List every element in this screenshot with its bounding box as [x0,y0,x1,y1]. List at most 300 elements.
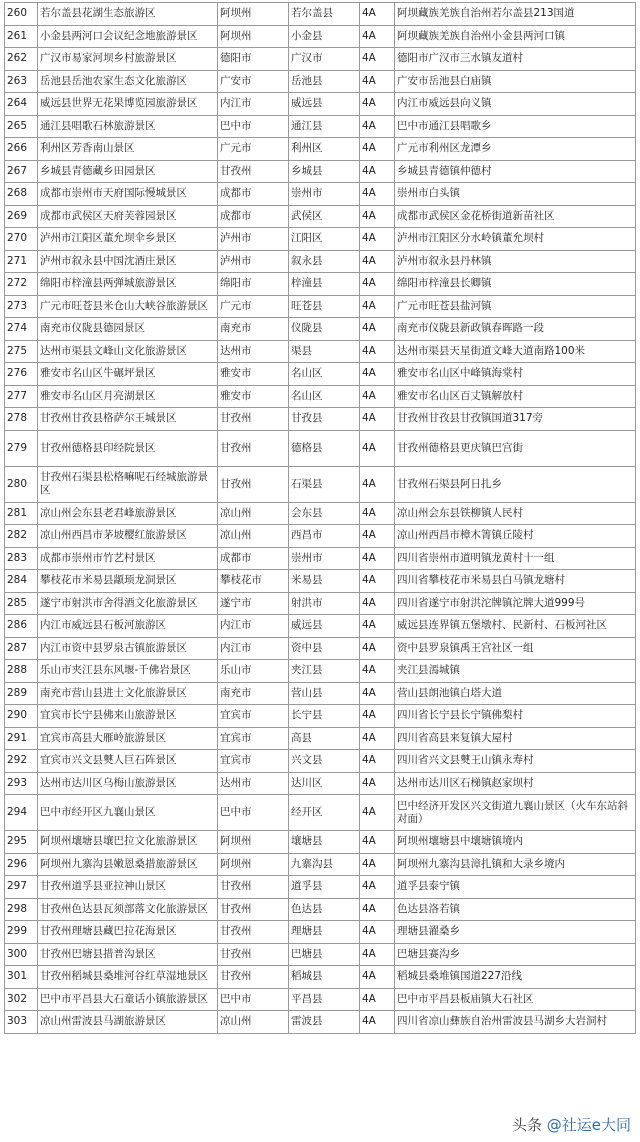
row-number-cell: 300 [5,943,38,966]
row-number-cell: 299 [5,921,38,944]
city-cell: 广安市 [218,70,289,93]
scenic-area-name-cell: 岳池县岳池农家生态文化旅游区 [38,70,218,93]
rating-cell: 4A [360,408,395,431]
address-cell: 甘孜州甘孜县甘孜镇国道317旁 [395,408,636,431]
city-cell: 宜宾市 [218,705,289,728]
city-cell: 凉山州 [218,1011,289,1034]
rating-cell: 4A [360,138,395,161]
scenic-area-name-cell: 南充市营山县进士文化旅游景区 [38,682,218,705]
address-cell: 夹江县漹城镇 [395,660,636,683]
rating-cell: 4A [360,876,395,899]
row-number-cell: 270 [5,228,38,251]
rating-cell: 4A [360,228,395,251]
address-cell: 甘孜州石渠县阿日扎乡 [395,466,636,502]
county-cell: 兴文县 [289,750,360,773]
scenic-area-name-cell: 小金县两河口会议纪念地旅游景区 [38,25,218,48]
table-row [5,273,636,296]
table-row [5,795,636,831]
city-cell: 巴中市 [218,115,289,138]
rating-cell: 4A [360,943,395,966]
county-cell: 威远县 [289,615,360,638]
county-cell: 巴塘县 [289,943,360,966]
rating-cell: 4A [360,93,395,116]
scenic-area-name-cell: 宜宾市长宁县佛来山旅游景区 [38,705,218,728]
table-row [5,430,636,466]
county-cell: 营山县 [289,682,360,705]
county-cell: 射洪市 [289,592,360,615]
rating-cell: 4A [360,637,395,660]
scenic-area-name-cell: 泸州市叙永县中国沈酒庄景区 [38,250,218,273]
row-number-cell: 271 [5,250,38,273]
rating-cell: 4A [360,525,395,548]
city-cell: 阿坝州 [218,831,289,854]
rating-cell: 4A [360,750,395,773]
table-row [5,295,636,318]
address-cell: 稻城县桑堆镇国道227沿线 [395,966,636,989]
rating-cell: 4A [360,363,395,386]
county-cell: 西昌市 [289,525,360,548]
scenic-area-name-cell: 甘孜州道孚县亚拉神山景区 [38,876,218,899]
county-cell: 雷波县 [289,1011,360,1034]
city-cell: 凉山州 [218,502,289,525]
county-cell: 资中县 [289,637,360,660]
city-cell: 甘孜州 [218,921,289,944]
rating-cell: 4A [360,340,395,363]
city-cell: 雅安市 [218,363,289,386]
address-cell: 泸州市叙永县丹林镇 [395,250,636,273]
table-row [5,502,636,525]
address-cell: 理塘县濯桑乡 [395,921,636,944]
row-number-cell: 303 [5,1011,38,1034]
table-row [5,115,636,138]
row-number-cell: 273 [5,295,38,318]
address-cell: 道孚县泰宁镇 [395,876,636,899]
table-row [5,228,636,251]
table-row [5,138,636,161]
scenic-area-name-cell: 甘孜州稻城县桑堆河谷红草湿地景区 [38,966,218,989]
rating-cell: 4A [360,727,395,750]
address-cell: 崇州市白头镇 [395,183,636,206]
city-cell: 凉山州 [218,525,289,548]
row-number-cell: 275 [5,340,38,363]
table-row [5,570,636,593]
county-cell: 理塘县 [289,921,360,944]
scenic-area-name-cell: 甘孜州石渠县松格嘛呢石经城旅游景区 [38,466,218,502]
address-cell: 四川省崇州市道明镇龙黄村十一组 [395,547,636,570]
table-row [5,70,636,93]
city-cell: 成都市 [218,183,289,206]
rating-cell: 4A [360,966,395,989]
address-cell: 阿坝藏族羌族自治州若尔盖县213国道 [395,3,636,26]
city-cell: 泸州市 [218,250,289,273]
address-cell: 四川省高县来复镇大屋村 [395,727,636,750]
scenic-area-name-cell: 利州区芳香南山景区 [38,138,218,161]
address-cell: 四川省兴文县僰王山镇永寿村 [395,750,636,773]
row-number-cell: 288 [5,660,38,683]
table-row [5,750,636,773]
scenic-area-name-cell: 巴中市平昌县大石童话小镇旅游景区 [38,988,218,1011]
city-cell: 成都市 [218,205,289,228]
address-cell: 广元市旺苍县盐河镇 [395,295,636,318]
scenic-area-name-cell: 雅安市名山区月亮湖景区 [38,385,218,408]
table-row [5,466,636,502]
row-number-cell: 278 [5,408,38,431]
row-number-cell: 260 [5,3,38,26]
row-number-cell: 293 [5,772,38,795]
county-cell: 平昌县 [289,988,360,1011]
county-cell: 叙永县 [289,250,360,273]
address-cell: 四川省凉山彝族自治州雷波县马湖乡大岩洞村 [395,1011,636,1034]
address-cell: 绵阳市梓潼县长卿镇 [395,273,636,296]
row-number-cell: 277 [5,385,38,408]
county-cell: 名山区 [289,385,360,408]
rating-cell: 4A [360,430,395,466]
county-cell: 高县 [289,727,360,750]
rating-cell: 4A [360,25,395,48]
row-number-cell: 297 [5,876,38,899]
scenic-area-name-cell: 遂宁市射洪市舍得酒文化旅游景区 [38,592,218,615]
scenic-area-name-cell: 广汉市易家河坝乡村旅游景区 [38,48,218,71]
city-cell: 内江市 [218,93,289,116]
county-cell: 壤塘县 [289,831,360,854]
rating-cell: 4A [360,183,395,206]
county-cell: 广汉市 [289,48,360,71]
row-number-cell: 292 [5,750,38,773]
city-cell: 遂宁市 [218,592,289,615]
table-row [5,25,636,48]
table-row [5,205,636,228]
table-row [5,250,636,273]
rating-cell: 4A [360,273,395,296]
row-number-cell: 283 [5,547,38,570]
city-cell: 甘孜州 [218,966,289,989]
scenic-area-table [4,2,636,1034]
rating-cell: 4A [360,831,395,854]
city-cell: 甘孜州 [218,876,289,899]
table-row [5,1011,636,1034]
row-number-cell: 269 [5,205,38,228]
scenic-area-name-cell: 乡城县青德藏乡田园景区 [38,160,218,183]
city-cell: 甘孜州 [218,943,289,966]
city-cell: 甘孜州 [218,160,289,183]
city-cell: 广元市 [218,138,289,161]
county-cell: 德格县 [289,430,360,466]
county-cell: 九寨沟县 [289,853,360,876]
row-number-cell: 276 [5,363,38,386]
scenic-area-name-cell: 甘孜州理塘县藏巴拉花海景区 [38,921,218,944]
table-row [5,943,636,966]
county-cell: 甘孜县 [289,408,360,431]
row-number-cell: 265 [5,115,38,138]
rating-cell: 4A [360,615,395,638]
city-cell: 阿坝州 [218,853,289,876]
address-cell: 广元市利州区龙潭乡 [395,138,636,161]
row-number-cell: 289 [5,682,38,705]
county-cell: 色达县 [289,898,360,921]
scenic-area-name-cell: 内江市资中县罗泉古镇旅游景区 [38,637,218,660]
table-row [5,340,636,363]
city-cell: 巴中市 [218,795,289,831]
city-cell: 成都市 [218,547,289,570]
city-cell: 乐山市 [218,660,289,683]
row-number-cell: 272 [5,273,38,296]
table-row [5,615,636,638]
row-number-cell: 284 [5,570,38,593]
county-cell: 威远县 [289,93,360,116]
row-number-cell: 280 [5,466,38,502]
row-number-cell: 302 [5,988,38,1011]
county-cell: 经开区 [289,795,360,831]
scenic-area-name-cell: 宜宾市高县大雁岭旅游景区 [38,727,218,750]
rating-cell: 4A [360,115,395,138]
table-row [5,660,636,683]
scenic-area-name-cell: 绵阳市梓潼县两弹城旅游景区 [38,273,218,296]
address-cell: 凉山州西昌市樟木箐镇丘陵村 [395,525,636,548]
row-number-cell: 274 [5,318,38,341]
row-number-cell: 287 [5,637,38,660]
city-cell: 攀枝花市 [218,570,289,593]
rating-cell: 4A [360,988,395,1011]
city-cell: 广元市 [218,295,289,318]
address-cell: 达州市渠县天星街道文峰大道南路100米 [395,340,636,363]
address-cell: 巴塘县赛沟乡 [395,943,636,966]
row-number-cell: 261 [5,25,38,48]
rating-cell: 4A [360,660,395,683]
row-number-cell: 285 [5,592,38,615]
county-cell: 若尔盖县 [289,3,360,26]
county-cell: 小金县 [289,25,360,48]
rating-cell: 4A [360,853,395,876]
table-row [5,727,636,750]
address-cell: 雅安市名山区百丈镇解放村 [395,385,636,408]
county-cell: 渠县 [289,340,360,363]
row-number-cell: 281 [5,502,38,525]
city-cell: 德阳市 [218,48,289,71]
row-number-cell: 301 [5,966,38,989]
city-cell: 甘孜州 [218,430,289,466]
table-row [5,705,636,728]
scenic-area-name-cell: 成都市崇州市天府国际慢城景区 [38,183,218,206]
city-cell: 内江市 [218,615,289,638]
scenic-area-name-cell: 达州市渠县文峰山文化旅游景区 [38,340,218,363]
row-number-cell: 291 [5,727,38,750]
city-cell: 泸州市 [218,228,289,251]
table-row [5,898,636,921]
table-row [5,48,636,71]
watermark-source: 头条 [511,1116,542,1134]
address-cell: 巴中市通江县唱歌乡 [395,115,636,138]
table-row [5,318,636,341]
city-cell: 内江市 [218,637,289,660]
city-cell: 宜宾市 [218,750,289,773]
address-cell: 营山县朗池镇白塔大道 [395,682,636,705]
table-row [5,988,636,1011]
table-row [5,966,636,989]
rating-cell: 4A [360,772,395,795]
address-cell: 威远县连界镇五堡墩村、民新村、石板河社区 [395,615,636,638]
county-cell: 武侯区 [289,205,360,228]
scenic-area-name-cell: 甘孜州巴塘县措普沟景区 [38,943,218,966]
scenic-area-name-cell: 威远县世界无花果博览园旅游景区 [38,93,218,116]
address-cell: 广安市岳池县白庙镇 [395,70,636,93]
rating-cell: 4A [360,547,395,570]
scenic-area-name-cell: 若尔盖县花湖生态旅游区 [38,3,218,26]
table-row [5,160,636,183]
address-cell: 阿坝藏族羌族自治州小金县两河口镇 [395,25,636,48]
row-number-cell: 279 [5,430,38,466]
rating-cell: 4A [360,1011,395,1034]
address-cell: 达州市达川区石梯镇赵家坝村 [395,772,636,795]
address-cell: 内江市威远县向义镇 [395,93,636,116]
rating-cell: 4A [360,250,395,273]
county-cell: 旺苍县 [289,295,360,318]
table-row [5,363,636,386]
scenic-area-name-cell: 成都市武侯区天府芙蓉园景区 [38,205,218,228]
row-number-cell: 290 [5,705,38,728]
city-cell: 宜宾市 [218,727,289,750]
scenic-area-name-cell: 南充市仪陇县德园景区 [38,318,218,341]
table-row [5,525,636,548]
table-row [5,385,636,408]
address-cell: 四川省遂宁市射洪沱牌镇沱牌大道999号 [395,592,636,615]
rating-cell: 4A [360,318,395,341]
city-cell: 阿坝州 [218,3,289,26]
rating-cell: 4A [360,570,395,593]
table-row [5,637,636,660]
table-row [5,921,636,944]
row-number-cell: 262 [5,48,38,71]
address-cell: 阿坝州壤塘县中壤塘镇境内 [395,831,636,854]
table-row [5,93,636,116]
county-cell: 达川区 [289,772,360,795]
city-cell: 阿坝州 [218,25,289,48]
address-cell: 泸州市江阳区分水岭镇董允坝村 [395,228,636,251]
scenic-area-name-cell: 阿坝州壤塘县壤巴拉文化旅游景区 [38,831,218,854]
scenic-area-name-cell: 阿坝州九寨沟县嫩恩桑措旅游景区 [38,853,218,876]
county-cell: 长宁县 [289,705,360,728]
row-number-cell: 294 [5,795,38,831]
county-cell: 稻城县 [289,966,360,989]
address-cell: 甘孜州德格县更庆镇巴宫街 [395,430,636,466]
county-cell: 石渠县 [289,466,360,502]
scenic-area-name-cell: 达州市达川区乌梅山旅游景区 [38,772,218,795]
rating-cell: 4A [360,295,395,318]
scenic-area-name-cell: 宜宾市兴文县僰人巨石阵景区 [38,750,218,773]
row-number-cell: 267 [5,160,38,183]
scenic-area-name-cell: 凉山州西昌市茅坡樱红旅游景区 [38,525,218,548]
scenic-area-name-cell: 泸州市江阳区董允坝伞乡景区 [38,228,218,251]
table-row [5,547,636,570]
row-number-cell: 296 [5,853,38,876]
scenic-area-name-cell: 广元市旺苍县米仓山大峡谷旅游景区 [38,295,218,318]
city-cell: 南充市 [218,318,289,341]
county-cell: 会东县 [289,502,360,525]
city-cell: 甘孜州 [218,898,289,921]
address-cell: 成都市武侯区金花桥街道新苗社区 [395,205,636,228]
address-cell: 南充市仪陇县新政镇春晖路一段 [395,318,636,341]
scenic-area-name-cell: 甘孜州甘孜县格萨尔王城景区 [38,408,218,431]
scenic-area-name-cell: 凉山州会东县老君峰旅游景区 [38,502,218,525]
rating-cell: 4A [360,3,395,26]
scenic-area-name-cell: 凉山州雷波县马湖旅游景区 [38,1011,218,1034]
table-body [5,3,636,1034]
county-cell: 名山区 [289,363,360,386]
rating-cell: 4A [360,898,395,921]
address-cell: 德阳市广汉市三水镇友道村 [395,48,636,71]
address-cell: 凉山州会东县铁柳镇人民村 [395,502,636,525]
rating-cell: 4A [360,592,395,615]
table-row [5,3,636,26]
county-cell: 江阳区 [289,228,360,251]
address-cell: 巴中经济开发区兴文街道九襄山景区（火车东站斜对面） [395,795,636,831]
watermark [509,1113,634,1136]
county-cell: 仪陇县 [289,318,360,341]
scenic-area-name-cell: 攀枝花市米易县颛顼龙洞景区 [38,570,218,593]
county-cell: 米易县 [289,570,360,593]
row-number-cell: 263 [5,70,38,93]
table-row [5,831,636,854]
scenic-area-name-cell: 通江县唱歌石林旅游景区 [38,115,218,138]
county-cell: 利州区 [289,138,360,161]
rating-cell: 4A [360,466,395,502]
city-cell: 达州市 [218,340,289,363]
row-number-cell: 286 [5,615,38,638]
city-cell: 达州市 [218,772,289,795]
city-cell: 雅安市 [218,385,289,408]
county-cell: 乡城县 [289,160,360,183]
city-cell: 南充市 [218,682,289,705]
rating-cell: 4A [360,205,395,228]
county-cell: 通江县 [289,115,360,138]
address-cell: 资中县罗泉镇禹王宫社区一组 [395,637,636,660]
table-row [5,682,636,705]
scenic-area-name-cell: 巴中市经开区九襄山景区 [38,795,218,831]
city-cell: 绵阳市 [218,273,289,296]
scenic-area-name-cell: 雅安市名山区牛碾坪景区 [38,363,218,386]
row-number-cell: 266 [5,138,38,161]
rating-cell: 4A [360,70,395,93]
rating-cell: 4A [360,682,395,705]
scenic-area-name-cell: 甘孜州色达县瓦须部落文化旅游景区 [38,898,218,921]
county-cell: 梓潼县 [289,273,360,296]
address-cell: 四川省攀枝花市米易县白马镇龙塘村 [395,570,636,593]
rating-cell: 4A [360,705,395,728]
watermark-author: @社运e大同 [546,1116,631,1134]
county-cell: 道孚县 [289,876,360,899]
county-cell: 岳池县 [289,70,360,93]
row-number-cell: 295 [5,831,38,854]
county-cell: 夹江县 [289,660,360,683]
row-number-cell: 264 [5,93,38,116]
rating-cell: 4A [360,48,395,71]
county-cell: 崇州市 [289,183,360,206]
rating-cell: 4A [360,160,395,183]
table-row [5,772,636,795]
row-number-cell: 268 [5,183,38,206]
table-row [5,853,636,876]
county-cell: 崇州市 [289,547,360,570]
table-row [5,592,636,615]
address-cell: 四川省长宁县长宁镇佛梨村 [395,705,636,728]
address-cell: 阿坝州九寨沟县漳扎镇和大录乡境内 [395,853,636,876]
table-row [5,183,636,206]
row-number-cell: 298 [5,898,38,921]
rating-cell: 4A [360,795,395,831]
address-cell: 雅安市名山区中峰镇海棠村 [395,363,636,386]
address-cell: 色达县洛若镇 [395,898,636,921]
rating-cell: 4A [360,921,395,944]
rating-cell: 4A [360,385,395,408]
